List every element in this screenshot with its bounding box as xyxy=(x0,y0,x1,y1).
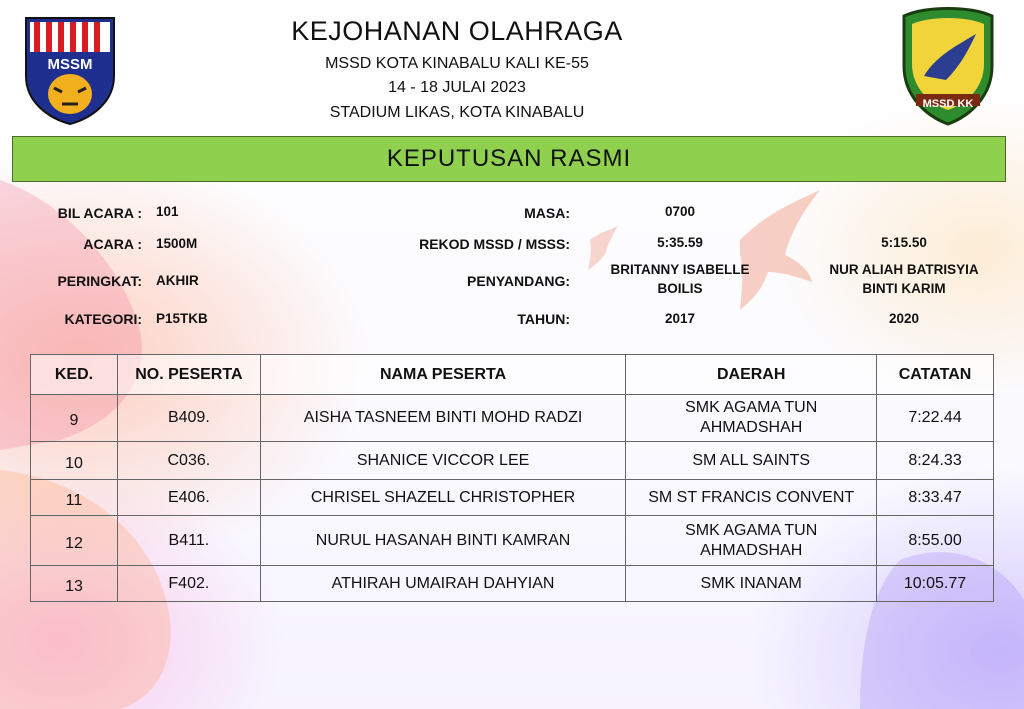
col-header-no-peserta: NO. PESERTA xyxy=(117,355,260,395)
tahun-label: TAHUN: xyxy=(517,311,570,327)
penyandang-mssd-line2: BOILIS xyxy=(657,281,703,296)
peringkat-label: PERINGKAT: xyxy=(57,273,142,289)
official-results-banner: KEPUTUSAN RASMI xyxy=(12,136,1006,182)
table-row xyxy=(31,516,994,566)
table-header-row xyxy=(31,355,994,395)
cell-no-peserta: F402. xyxy=(117,566,260,602)
cell-nama-peserta: NURUL HASANAH BINTI KAMRAN xyxy=(260,516,626,566)
cell-no-peserta: B411. xyxy=(117,516,260,566)
bil-acara-label: BIL ACARA : xyxy=(57,205,142,221)
cell-nama-peserta: AISHA TASNEEM BINTI MOHD RADZI xyxy=(260,395,626,442)
cell-daerah xyxy=(626,442,877,480)
cell-nama-peserta: ATHIRAH UMAIRAH DAHYIAN xyxy=(260,566,626,602)
daerah-line1: SMK INANAM xyxy=(700,574,802,592)
cell-daerah xyxy=(626,566,877,602)
cell-nama-peserta: CHRISEL SHAZELL CHRISTOPHER xyxy=(260,480,626,516)
event-venue: STADIUM LIKAS, KOTA KINABALU xyxy=(329,104,585,121)
cell-catatan: 8:24.33 xyxy=(877,442,994,480)
daerah-line2: AHMADSHAH xyxy=(700,419,803,436)
penyandang-mssd-line1: BRITANNY ISABELLE xyxy=(610,262,750,277)
cell-daerah xyxy=(626,480,877,516)
col-header-ked: KED. xyxy=(31,355,118,395)
penyandang-msss-line1: NUR ALIAH BATRISYIA xyxy=(829,262,979,277)
daerah-line1: SM ALL SAINTS xyxy=(692,451,811,469)
rekod-label: REKOD MSSD / MSSS: xyxy=(419,236,570,252)
cell-no-peserta: E406. xyxy=(117,480,260,516)
mssm-logo-text: MSSM xyxy=(47,56,93,73)
table-row xyxy=(31,566,994,602)
rekod-mssd-value: 5:35.59 xyxy=(657,235,703,250)
table-row xyxy=(31,442,994,480)
masa-label: MASA: xyxy=(524,205,570,221)
penyandang-msss-line2: BINTI KARIM xyxy=(862,281,946,296)
cell-ked: 9 xyxy=(31,395,118,442)
bil-acara-value: 101 xyxy=(156,204,179,219)
kategori-value: P15TKB xyxy=(156,311,208,326)
rekod-msss-value: 5:15.50 xyxy=(881,235,927,250)
daerah-line1: SMK AGAMA TUN xyxy=(685,399,818,416)
table-row xyxy=(31,395,994,442)
peringkat-value: AKHIR xyxy=(156,273,199,288)
col-header-nama-peserta: NAMA PESERTA xyxy=(260,355,626,395)
cell-no-peserta: C036. xyxy=(117,442,260,480)
event-dates: 14 - 18 JULAI 2023 xyxy=(388,79,526,96)
daerah-line1: SMK AGAMA TUN xyxy=(685,521,818,539)
cell-ked: 13 xyxy=(31,566,118,602)
kategori-label: KATEGORI: xyxy=(64,311,142,327)
cell-catatan: 7:22.44 xyxy=(877,395,994,442)
tahun-mssd-value: 2017 xyxy=(664,311,696,326)
cell-daerah xyxy=(626,516,877,566)
event-subtitle: MSSD KOTA KINABALU KALI KE-55 xyxy=(325,55,589,72)
cell-nama-peserta: SHANICE VICCOR LEE xyxy=(260,442,626,480)
cell-catatan: 8:55.00 xyxy=(877,516,994,566)
penyandang-label: PENYANDANG: xyxy=(467,273,570,289)
masa-value: 0700 xyxy=(664,204,696,219)
cell-ked: 10 xyxy=(31,442,118,480)
table-row xyxy=(31,480,994,516)
results-table xyxy=(30,354,994,602)
cell-catatan: 10:05.77 xyxy=(877,566,994,602)
acara-label: ACARA : xyxy=(83,236,142,252)
cell-ked: 12 xyxy=(31,516,118,566)
daerah-line2: AHMADSHAH xyxy=(700,541,803,559)
cell-catatan: 8:33.47 xyxy=(877,480,994,516)
daerah-line1: SM ST FRANCIS CONVENT xyxy=(648,488,855,506)
mssd-kk-logo-text: MSSD KK xyxy=(922,98,974,110)
cell-ked: 11 xyxy=(31,480,118,516)
event-title: KEJOHANAN OLAHRAGA xyxy=(291,16,623,46)
col-header-daerah: DAERAH xyxy=(626,355,877,395)
cell-daerah xyxy=(626,395,877,442)
cell-no-peserta: B409. xyxy=(117,395,260,442)
tahun-msss-value: 2020 xyxy=(888,311,920,326)
acara-value: 1500M xyxy=(156,236,198,251)
col-header-catatan: CATATAN xyxy=(877,355,994,395)
